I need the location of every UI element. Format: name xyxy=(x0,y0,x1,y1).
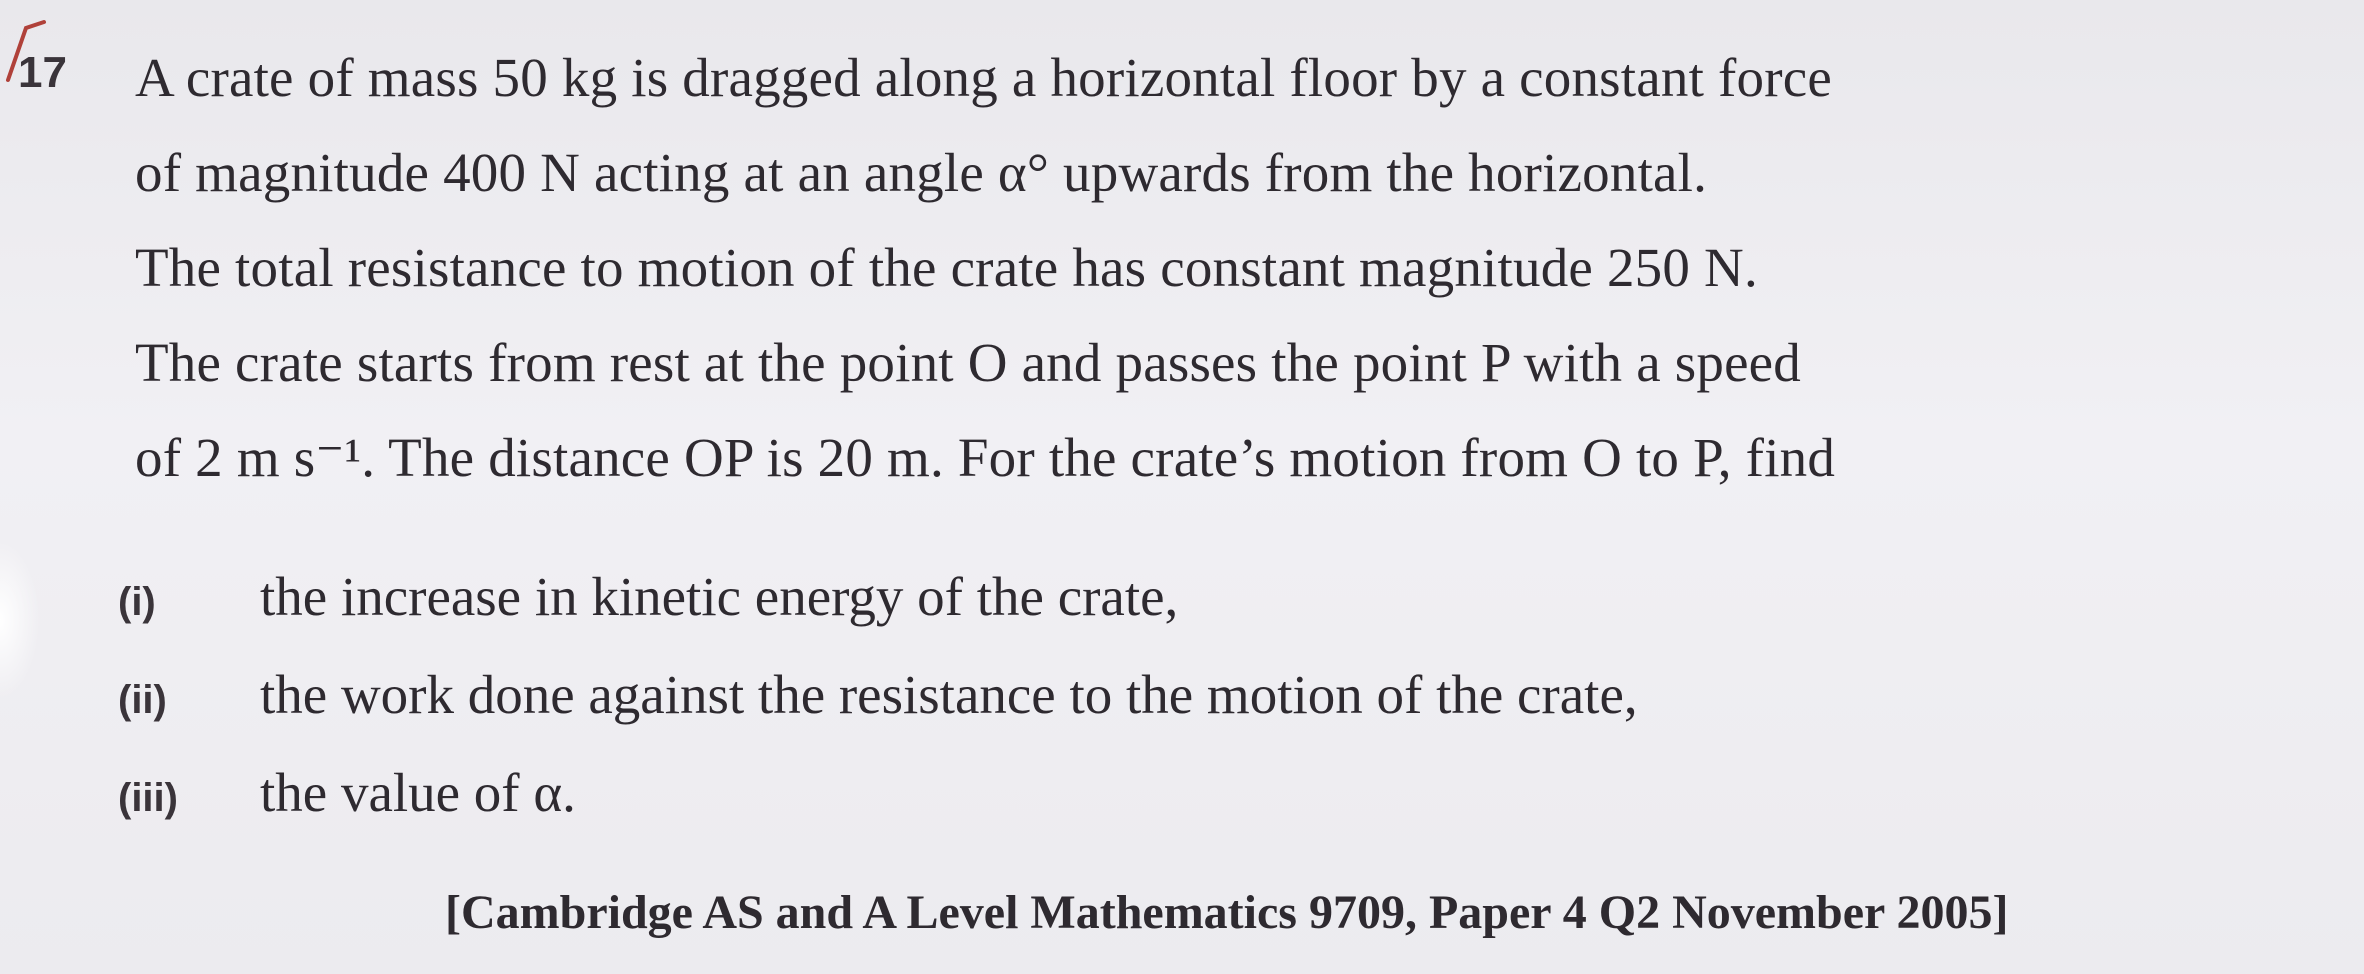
part-ii xyxy=(118,663,2118,761)
stem-line: The total resistance to motion of the crate has constant magnitude 250 N. xyxy=(135,237,1758,298)
part-iii xyxy=(118,761,2118,859)
question-stem xyxy=(135,30,2335,505)
stem-line: The crate starts from rest at the point O and passes the point P with a speed xyxy=(135,332,1801,393)
part-label: (ii) xyxy=(118,678,167,722)
part-label: (iii) xyxy=(118,776,178,820)
part-text: the work done against the resistance to the motion of the crate, xyxy=(260,664,1638,725)
stem-line: A crate of mass 50 kg is dragged along a horizontal floor by a constant force xyxy=(135,47,1832,108)
part-text: the increase in kinetic energy of the crate, xyxy=(260,566,1179,627)
exam-source-reference: [Cambridge AS and A Level Mathematics 9709, Paper 4 Q2 November 2005] xyxy=(445,886,2009,939)
part-i xyxy=(118,565,2118,663)
stem-line: of 2 m s⁻¹. The distance OP is 20 m. For the crate’s motion from O to P, find xyxy=(135,427,1836,488)
part-text: the value of α. xyxy=(260,762,576,823)
question-number: 17 xyxy=(18,48,67,97)
part-label: (i) xyxy=(118,580,156,624)
light-glare xyxy=(0,540,40,700)
question-parts xyxy=(118,565,2118,859)
stem-line: of magnitude 400 N acting at an angle α° upwards from the horizontal. xyxy=(135,142,1708,203)
